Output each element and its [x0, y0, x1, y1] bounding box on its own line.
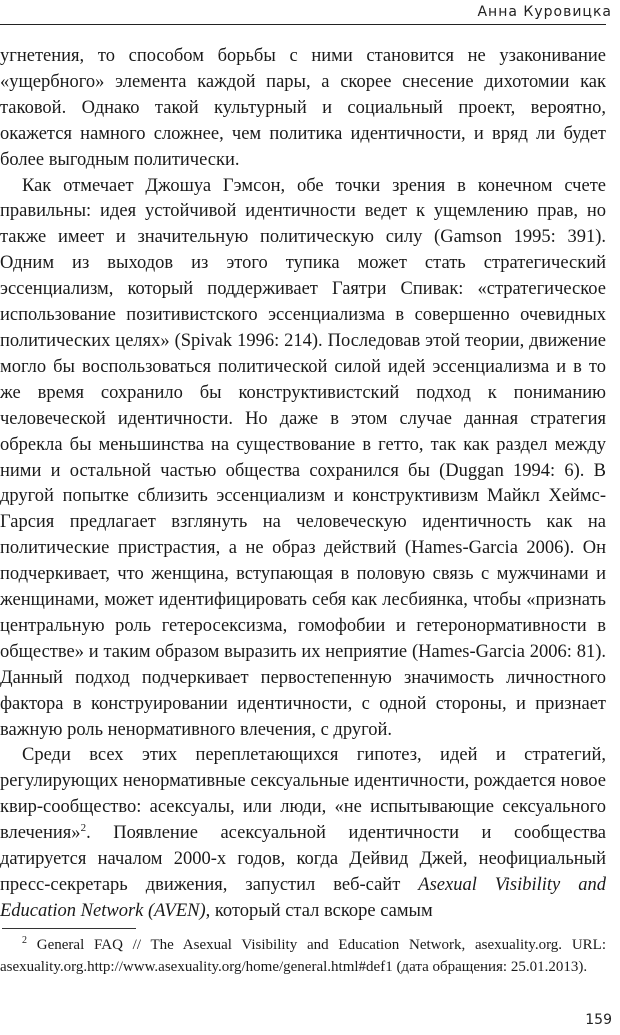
footnote	[0, 934, 606, 978]
paragraph-3-text-c: , который стал вскоре самым	[205, 900, 433, 921]
paragraph-3-text-a: Среди всех этих переплетающихся гипотез, идей и стратегий, регулирующих ненормативные сексуальные идентичности, рождается новое квир-сообщество: асексуалы, или люди, «не испытывающие сексуального влечения»	[0, 745, 606, 844]
running-head: Анна Куровицка	[477, 4, 612, 20]
paragraph-3-text-b: . Появление асексуальной идентичности и сообщества датируется началом 2000-х годов, когда Дейвид Джей, неофициальный пресс-секретарь движения, запустил веб-сайт	[0, 823, 606, 895]
paragraph-2: Как отмечает Джошуа Гэмсон, обе точки зрения в конечном счете правильны: идея устойчивой идентичности ведет к ущемлению прав, но также имеет и значительную политическую силу (Gamson 1995: 391). Одним из выходов из этого тупика может стать стратегический эссенциализм, который поддерживает Гаятри Спивак: «стратегическое использование позитивистского эссенциализма в совершенно очевидных политических целях» (Spivak 1996: 214). Последовав этой теории, движение могло бы воспользоваться политической силой идей эссенциализма и в то же время сохранило бы конструктивистский подход к пониманию человеческой идентичности. Но даже в этом случае данная стратегия обрекла бы меньшинства на существование в гетто, так как раздел между ними и остальной частью общества сохранился бы (Duggan 1994: 6). В другой попытке сблизить эссенциализм и конструктивизм Майкл Хеймс-Гарсия предлагает взглянуть на человеческую идентичность как на политические пристрастия, а не образ действий (Hames-Garcia 2006). Он подчеркивает, что женщина, вступающая в половую связь с мужчинами и женщинами, может идентифицировать себя как лесбиянка, чтобы «признать центральную роль гетеросексизма, гомофобии и гетеронормативности в обществе» и таким образом выразить их неприятие (Hames-Garcia 2006: 81). Данный подход подчеркивает первостепенную значимость личностного фактора в конструировании идентичности, с одной стороны, и признает важную роль ненормативного влечения, с другой.	[0, 175, 606, 740]
footnote-rule	[2, 928, 136, 929]
paragraph-3	[0, 743, 606, 924]
footnote-text: General FAQ // The Asexual Visibility and Education Network, asexuality.org. URL: asexuality.org.http://www.asexuality.org/home/general.html#def1 (дата обращения: 25.01.2013).	[0, 937, 606, 975]
body-text	[0, 44, 606, 925]
page-number: 159	[585, 1012, 612, 1028]
website-title: Asexual Visibility and Education Network (AVEN)	[0, 875, 606, 921]
footnote-number: 2	[22, 935, 27, 946]
footnote-reference: 2	[80, 822, 87, 835]
paragraph-1: угнетения, то способом борьбы с ними становится не узаконивание «ущербного» элемента каждой пары, а скорее снесение дихотомии как таковой. Однако такой культурный и социальный проект, вероятно, окажется намного сложнее, чем политика идентичности, и вряд ли будет более выгодным политически.	[0, 46, 606, 170]
header-rule	[0, 24, 606, 25]
